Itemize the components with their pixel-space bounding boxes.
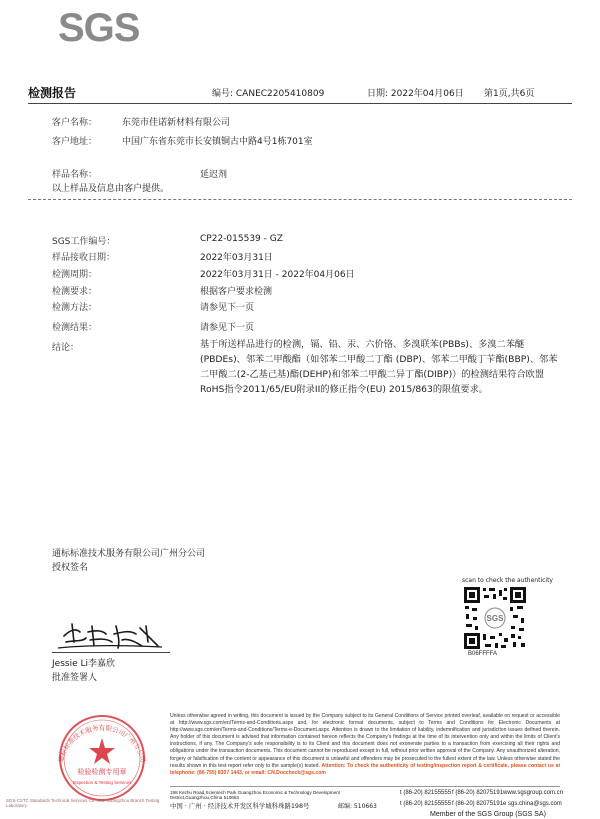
footer-postcode: 邮编: 510663	[338, 803, 377, 810]
sgs-member-note: Member of the SGS Group (SGS SA)	[430, 811, 546, 818]
test-requested: 根据客户要求检测	[200, 287, 273, 297]
client-address: 中国广东省东莞市长安镇铜古中路4号1栋701室	[122, 137, 313, 147]
section-divider	[28, 199, 572, 200]
authenticity-attention: Attention: To check the authenticity of testing/inspection report & certificate, please contact us at telephone: (86-755) 8307 1443, or email: CN.Doccheck@sgs.com	[170, 762, 561, 776]
sgs-logo: SGS	[58, 6, 140, 50]
test-period: 2022年03月31日 - 2022年04月06日	[200, 270, 355, 280]
received-date-label: 样品接收日期：	[52, 253, 116, 263]
test-method: 请参见下一页	[200, 303, 255, 313]
qr-code-icon[interactable]	[463, 586, 527, 650]
footer-email: e sgs.china@sgs.com	[503, 801, 562, 807]
terms-body: Unless otherwise agreed in writing, this document is issued by the Company subject to its General Conditions of Service printed overleaf, available on request or accessible at http://www.sgs.com/en/Terms-and-Conditions.aspx and, for electronic format documents, subject to Terms and Conditions for Electronic Documents at http://www.sgs.com/en/Terms-and-Conditions/Terms-e-Document.aspx. Attention is drawn to the limitation of liability, indemnification and jurisdiction issues defined therein. Any holder of this document is advised that information contained hereon reflects the Company's findings at the time of its intervention only and within the limits of Client's instructions, if any. The Company's sole responsibility is to its Client and this document does not exonerate parties to a transaction from exercising all their rights and obligations under the transaction documents. This document cannot be reproduced except in full, without prior written approval of the Company. Any unauthorized alteration, forgery or falsification of the content or appearance of this document is unlawful and offenders may be prosecuted to the fullest extent of the law. Unless otherwise stated the results shown in this test report refer only to the sample(s) tested.	[170, 713, 560, 769]
client-name-label: 客户名称：	[52, 118, 98, 128]
test-period-label: 检测周期：	[52, 270, 98, 280]
official-stamp	[40, 708, 160, 806]
footer-divider	[170, 786, 560, 787]
qr-caption: scan to check the authenticity	[462, 577, 553, 584]
terms-fine-print	[170, 713, 560, 777]
footer-web: www.sgsgroup.com.cn	[503, 790, 564, 796]
svg-text:检验检测专用章: 检验检测专用章	[77, 768, 127, 776]
client-name: 东莞市佳诺新材料有限公司	[122, 118, 231, 128]
footer-tel-en: t (86-20) 82155555	[400, 790, 452, 796]
footer-address-en: 198 Kezhu Road,Scientech Park Guangzhou Economic & Technology Development District,Guangzhou,China 510663	[170, 790, 340, 800]
signatory-name: Jessie Li李嘉欣	[52, 659, 115, 669]
test-results: 请参见下一页	[200, 323, 255, 333]
qr-code-text: B06FFFFA	[468, 651, 498, 657]
svg-text:Inspection & Testing Services: Inspection & Testing Services	[72, 780, 132, 785]
job-number: CP22-015539 - GZ	[200, 234, 283, 244]
footer-tel-cn: t (86-20) 82155555	[400, 801, 452, 807]
qr-center-label: SGS	[486, 614, 504, 623]
conclusion-text: 基于所送样品进行的检测，镉、铅、汞、六价铬、多溴联苯(PBBs)、多溴二苯醚(PBDEs)、邻苯二甲酸酯（如邻苯二甲酸二丁酯 (DBP)、邻苯二甲酸丁苄酯(BBP)、邻苯二甲酸二(2-乙基己基)酯(DEHP)和邻苯二甲酸二异丁酯(DIBP)）的检测结果符合欧盟RoHS指令2011/65/EU附录II的修正指令(EU) 2015/863的限值要求。	[200, 339, 558, 395]
sample-name-label: 样品名称：	[52, 170, 98, 180]
test-requested-label: 检测要求：	[52, 287, 98, 297]
signing-company: 通标标准技术服务有限公司广州分公司	[52, 549, 206, 559]
footer-fax-cn: f (86-20) 82075191	[452, 801, 504, 807]
report-title: 检测报告	[28, 86, 77, 100]
conclusion-label: 结论：	[52, 343, 80, 353]
test-results-label: 检测结果：	[52, 323, 98, 333]
signature-line	[52, 652, 170, 653]
stamp-side-text: SGS-CSTC Standards Technical Services Co., Ltd. Guangzhou Branch Testing Laboratory	[6, 798, 160, 808]
sample-note: 以上样品及信息由客户提供。	[52, 184, 170, 194]
handwritten-signature	[56, 612, 166, 652]
test-method-label: 检测方法：	[52, 303, 98, 313]
signatory-role: 批准签署人	[52, 673, 98, 683]
footer-address-cn: 中国 · 广州 · 经济技术开发区科学城科珠路198号	[170, 802, 310, 810]
report-number: 编号: CANEC2205410809	[212, 89, 325, 99]
sample-name: 延迟剂	[200, 170, 228, 180]
client-address-label: 客户地址：	[52, 137, 98, 147]
footer-fax-en: f (86-20) 82075191	[452, 790, 504, 796]
authorized-signature-label: 授权签名	[52, 563, 89, 573]
header-divider	[28, 103, 572, 104]
received-date: 2022年03月31日	[200, 253, 273, 263]
page-indicator: 第1页,共6页	[484, 89, 535, 99]
job-number-label: SGS工作编号：	[52, 237, 116, 247]
report-date: 日期: 2022年04月06日	[367, 89, 464, 99]
svg-text:通标标准技术服务有限公司广州分公司: 通标标准技术服务有限公司广州分公司	[56, 724, 148, 764]
